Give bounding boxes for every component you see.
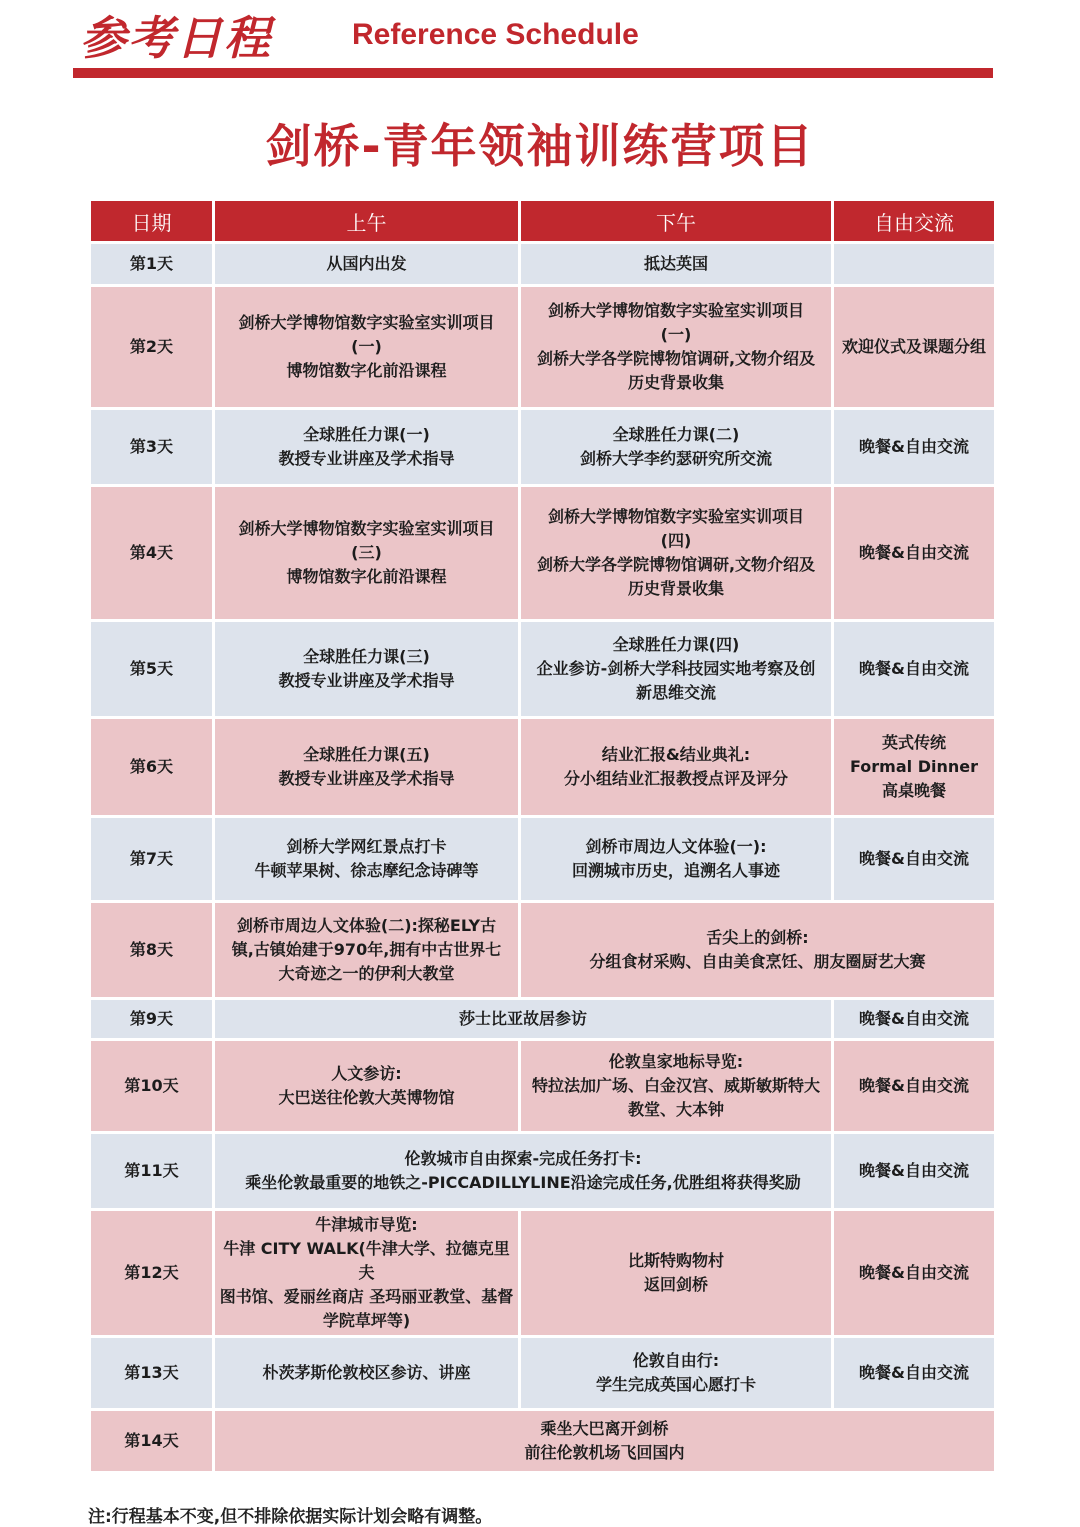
free-cell	[834, 487, 994, 619]
free-cell	[834, 1134, 994, 1208]
cell-line: 乘坐伦敦最重要的地铁之-PICCADILLYLINE沿途完成任务,优胜组将获得奖励	[245, 1173, 801, 1192]
header-title-cn: 参考日程	[80, 11, 272, 65]
table-row	[91, 1411, 994, 1471]
cell-line: 从国内出发	[326, 254, 407, 273]
cell-line: 大巴送往伦敦大英博物馆	[278, 1088, 455, 1107]
afternoon-cell	[521, 287, 831, 407]
program-title: 剑桥-青年领袖训练营项目	[265, 119, 815, 173]
day-cell: 第3天	[91, 410, 212, 484]
cell-line: 镇,古镇始建于970年,拥有中古世界七	[231, 940, 502, 959]
afternoon-evening-cell	[521, 903, 994, 997]
table-row	[91, 818, 994, 900]
column-header-afternoon: 下午	[521, 201, 831, 241]
day-cell: 第5天	[91, 622, 212, 716]
page-header	[0, 0, 1080, 80]
afternoon-cell	[521, 244, 831, 284]
morning-cell	[215, 487, 518, 619]
cell-line: 晚餐&自由交流	[859, 1009, 969, 1028]
morning-cell	[215, 244, 518, 284]
day-cell: 第11天	[91, 1134, 212, 1208]
cell-line: (三)	[351, 543, 382, 562]
cell-line: 剑桥大学博物馆数字实验室实训项目	[238, 519, 495, 538]
schedule-table	[88, 198, 997, 1474]
cell-line: 晚餐&自由交流	[859, 437, 969, 456]
column-header-morning: 上午	[215, 201, 518, 241]
cell-line: 高桌晚餐	[881, 781, 946, 800]
cell-line: 牛津城市导览:	[315, 1215, 418, 1234]
footnote: 注:行程基本不变,但不排除依据实际计划会略有调整。	[88, 1507, 493, 1527]
table-row	[91, 1134, 994, 1208]
day-cell: 第12天	[91, 1211, 212, 1335]
morning-cell	[215, 818, 518, 900]
afternoon-cell	[521, 1338, 831, 1408]
cell-line: 剑桥市周边人文体验(一):	[585, 837, 767, 856]
header-title-en: Reference Schedule	[352, 18, 639, 51]
column-header-date: 日期	[91, 201, 212, 241]
cell-line: 回溯城市历史，追溯名人事迹	[571, 861, 780, 880]
full-day-cell	[215, 1000, 831, 1038]
cell-line: 新思维交流	[635, 683, 716, 702]
cell-line: 欢迎仪式及课题分组	[841, 337, 986, 356]
day-cell: 第1天	[91, 244, 212, 284]
cell-line: 英式传统	[881, 733, 946, 752]
cell-line: 教堂、大本钟	[627, 1100, 724, 1119]
cell-line: 晚餐&自由交流	[859, 1363, 969, 1382]
table-row	[91, 487, 994, 619]
cell-line: 返回剑桥	[643, 1275, 708, 1294]
afternoon-cell	[521, 719, 831, 815]
afternoon-cell	[521, 487, 831, 619]
day-cell: 第8天	[91, 903, 212, 997]
cell-line: 乘坐大巴离开剑桥	[540, 1419, 669, 1438]
cell-line: 分组食材采购、自由美食烹饪、朋友圈厨艺大赛	[589, 952, 926, 971]
morning-cell	[215, 1211, 518, 1335]
cell-line: 晚餐&自由交流	[859, 543, 969, 562]
day-cell: 第2天	[91, 287, 212, 407]
morning-cell	[215, 1338, 518, 1408]
cell-line: 历史背景收集	[627, 373, 724, 392]
day-cell: 第13天	[91, 1338, 212, 1408]
table-row	[91, 1041, 994, 1131]
free-cell	[834, 818, 994, 900]
morning-cell	[215, 410, 518, 484]
morning-cell	[215, 719, 518, 815]
cell-line: 博物馆数字化前沿课程	[286, 361, 447, 380]
cell-line: 全球胜任力课(三)	[303, 647, 430, 666]
cell-line: 大奇迹之一的伊利大教堂	[278, 964, 455, 983]
cell-line: (一)	[351, 337, 382, 356]
day-cell: 第10天	[91, 1041, 212, 1131]
cell-line: 企业参访-剑桥大学科技园实地考察及创	[536, 659, 816, 678]
table-row	[91, 622, 994, 716]
cell-line: 剑桥大学博物馆数字实验室实训项目	[547, 507, 804, 526]
free-cell	[834, 1211, 994, 1335]
cell-line: 剑桥大学博物馆数字实验室实训项目	[547, 301, 804, 320]
cell-line: 伦敦皇家地标导览:	[608, 1052, 744, 1071]
header-divider	[73, 68, 993, 78]
cell-line: 教授专业讲座及学术指导	[278, 449, 455, 468]
cell-line: 人文参访:	[331, 1064, 402, 1083]
free-cell	[834, 1338, 994, 1408]
cell-line: 全球胜任力课(四)	[612, 635, 740, 654]
cell-line: 牛津 CITY WALK(牛津大学、拉德克里夫	[223, 1239, 510, 1282]
cell-line: 剑桥大学网红景点打卡	[286, 837, 447, 856]
cell-line: 莎士比亚故居参访	[458, 1009, 587, 1028]
afternoon-cell	[521, 1211, 831, 1335]
free-cell	[834, 410, 994, 484]
cell-line: 剑桥市周边人文体验(二):探秘ELY古	[236, 916, 497, 935]
full-day-cell	[215, 1134, 831, 1208]
morning-cell	[215, 903, 518, 997]
day-cell: 第6天	[91, 719, 212, 815]
cell-line: 晚餐&自由交流	[859, 1161, 969, 1180]
table-row	[91, 719, 994, 815]
day-cell: 第4天	[91, 487, 212, 619]
cell-line: 伦敦城市自由探索-完成任务打卡:	[404, 1149, 642, 1168]
day-cell: 第7天	[91, 818, 212, 900]
cell-line: 图书馆、爱丽丝商店 圣玛丽亚教堂、基督	[219, 1287, 514, 1306]
table-row	[91, 410, 994, 484]
afternoon-cell	[521, 1041, 831, 1131]
cell-line: 学院草坪等)	[322, 1311, 411, 1330]
table-header-row	[91, 201, 994, 241]
cell-line: 博物馆数字化前沿课程	[286, 567, 447, 586]
free-cell	[834, 287, 994, 407]
free-cell	[834, 719, 994, 815]
cell-line: 牛顿苹果树、徐志摩纪念诗碑等	[254, 861, 479, 880]
table-row	[91, 1211, 994, 1335]
cell-line: 分小组结业汇报教授点评及评分	[563, 769, 788, 788]
morning-cell	[215, 622, 518, 716]
table-row	[91, 287, 994, 407]
morning-cell	[215, 1041, 518, 1131]
day-cell: 第9天	[91, 1000, 212, 1038]
cell-line: 舌尖上的剑桥:	[706, 928, 809, 947]
table-row	[91, 1000, 994, 1038]
cell-line: 全球胜任力课(二)	[612, 425, 740, 444]
morning-cell	[215, 287, 518, 407]
cell-line: 剑桥大学博物馆数字实验室实训项目	[238, 313, 495, 332]
cell-line: 剑桥大学各学院博物馆调研,文物介绍及	[536, 555, 816, 574]
cell-line: 比斯特购物村	[627, 1251, 724, 1270]
free-cell	[834, 622, 994, 716]
cell-line: 结业汇报&结业典礼:	[601, 745, 751, 764]
cell-line: 历史背景收集	[627, 579, 724, 598]
free-cell	[834, 1041, 994, 1131]
afternoon-cell	[521, 622, 831, 716]
cell-line: 朴茨茅斯伦敦校区参访、讲座	[262, 1363, 471, 1382]
table-row	[91, 903, 994, 997]
cell-line: (一)	[660, 325, 692, 344]
cell-line: 剑桥大学各学院博物馆调研,文物介绍及	[536, 349, 816, 368]
cell-line: 晚餐&自由交流	[859, 1076, 969, 1095]
cell-line: 全球胜任力课(五)	[303, 745, 430, 764]
cell-line: (四)	[660, 531, 692, 550]
cell-line: 特拉法加广场、白金汉宫、威斯敏斯特大	[531, 1076, 820, 1095]
cell-line: Formal Dinner	[850, 757, 978, 776]
cell-line: 晚餐&自由交流	[859, 849, 969, 868]
day-cell: 第14天	[91, 1411, 212, 1471]
all-day-cell	[215, 1411, 994, 1471]
cell-line: 晚餐&自由交流	[859, 659, 969, 678]
cell-line: 晚餐&自由交流	[859, 1263, 969, 1282]
cell-line: 伦敦自由行:	[632, 1351, 720, 1370]
table-row	[91, 1338, 994, 1408]
cell-line: 学生完成英国心愿打卡	[595, 1375, 756, 1394]
table-row	[91, 244, 994, 284]
cell-line: 教授专业讲座及学术指导	[278, 671, 455, 690]
cell-line: 全球胜任力课(一)	[303, 425, 430, 444]
free-cell	[834, 1000, 994, 1038]
cell-line: 教授专业讲座及学术指导	[278, 769, 455, 788]
column-header-free: 自由交流	[834, 201, 994, 241]
cell-line: 前往伦敦机场飞回国内	[524, 1443, 685, 1462]
free-cell	[834, 244, 994, 284]
afternoon-cell	[521, 410, 831, 484]
cell-line: 抵达英国	[643, 254, 708, 273]
cell-line: 剑桥大学李约瑟研究所交流	[579, 449, 772, 468]
afternoon-cell	[521, 818, 831, 900]
